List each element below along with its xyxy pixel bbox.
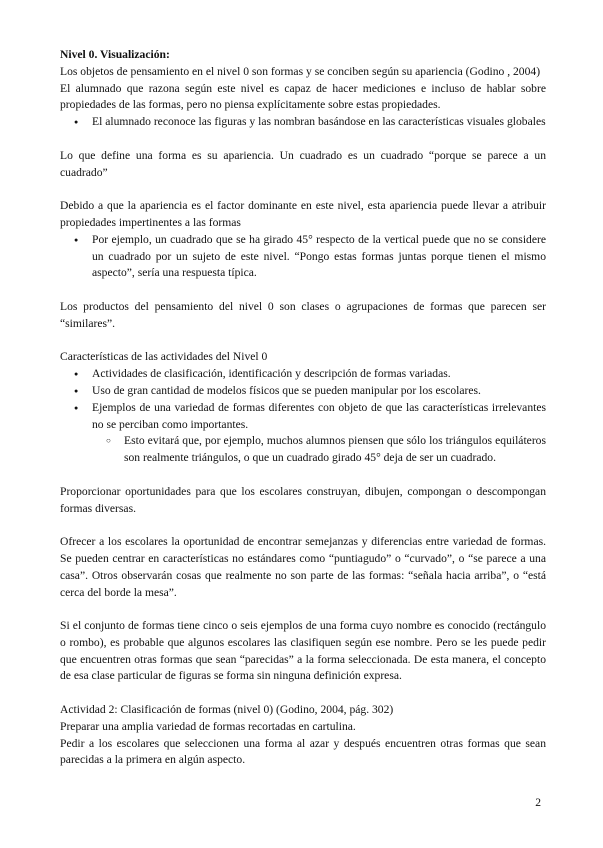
paragraph: Pedir a los escolares que seleccionen una forma al azar y después encuentren otras formas que sean parecidas a la primera en algún aspecto. [60, 736, 546, 767]
list-item [60, 400, 546, 467]
bullet-list [60, 114, 546, 131]
paragraph: Preparar una amplia variedad de formas recortadas en cartulina. [60, 719, 356, 733]
bullet-list [60, 232, 546, 282]
paragraph: Ofrecer a los escolares la oportunidad de encontrar semejanzas y diferencias entre variedad de formas. Se pueden centrar en características no estándares como “puntiagudo” o “curvado”, o “se parece a una casa”. Otros observarán cosas que realmente no son parte de las formas: “señala hacia arriba”, o “está cerca del borde la mesa”. [60, 535, 546, 599]
list-item-text: Ejemplos de una variedad de formas diferentes con objeto de que las características irrelevantes no se perciban como importantes. [92, 400, 546, 431]
paragraph: Lo que define una forma es su apariencia. Un cuadrado es un cuadrado “porque se parece a un cuadrado” [60, 148, 546, 179]
list-item: ● Por ejemplo, un cuadrado que se ha girado 45° respecto de la vertical puede que no se considere un cuadrado por un sujeto de este nivel. “Pongo estas formas juntas porque tienen el mismo aspecto”, sería una respuesta típica. [60, 232, 546, 282]
list-item: ● Actividades de clasificación, identificación y descripción de formas variadas. [60, 366, 546, 383]
paragraph: El alumnado que razona según este nivel es capaz de hacer mediciones e incluso de hablar sobre propiedades de las formas, pero no piensa explícitamente sobre estas propiedades. [60, 81, 546, 112]
paragraph: Los productos del pensamiento del nivel 0 son clases o agrupaciones de formas que parecen ser “similares”. [60, 299, 546, 330]
paragraph: Proporcionar oportunidades para que los escolares construyan, dibujen, compongan o descompongan formas diversas. [60, 484, 546, 515]
document-page [60, 47, 546, 769]
page-number: 2 [535, 796, 541, 809]
activity-title: Actividad 2: Clasificación de formas (nivel 0) (Godino, 2004, pág. 302) [60, 703, 394, 717]
sub-list-item: ○ Esto evitará que, por ejemplo, muchos alumnos piensen que sólo los triángulos equiláteros son realmente triángulos, o que un cuadrado girado 45° deja de ser un cuadrado. [92, 433, 546, 467]
paragraph: Debido a que la apariencia es el factor dominante en este nivel, esta apariencia puede llevar a atribuir propiedades impertinentes a las formas [60, 199, 546, 229]
activities-list [60, 366, 546, 467]
sub-list [92, 433, 546, 467]
section-heading: Nivel 0. Visualización: [60, 48, 170, 61]
paragraph: Los objetos de pensamiento en el nivel 0 son formas y se conciben según su apariencia (Godino , 2004) [60, 64, 541, 78]
list-item: ● El alumnado reconoce las figuras y las nombran basándose en las características visuales globales [60, 114, 546, 131]
paragraph: Si el conjunto de formas tiene cinco o seis ejemplos de una forma cuyo nombre es conocido (rectángulo o rombo), es probable que algunos escolares las clasifiquen según ese nombre. Pero se les puede pedir que encuentren otras formas que sean “parecidas” a la forma seleccionada. De esta manera, el concepto de esa clase particular de figuras se forma sin ninguna definición expresa. [60, 619, 546, 683]
list-item: ● Uso de gran cantidad de modelos físicos que se pueden manipular por los escolares. [60, 383, 546, 400]
activities-heading: Características de las actividades del Nivel 0 [60, 350, 268, 364]
